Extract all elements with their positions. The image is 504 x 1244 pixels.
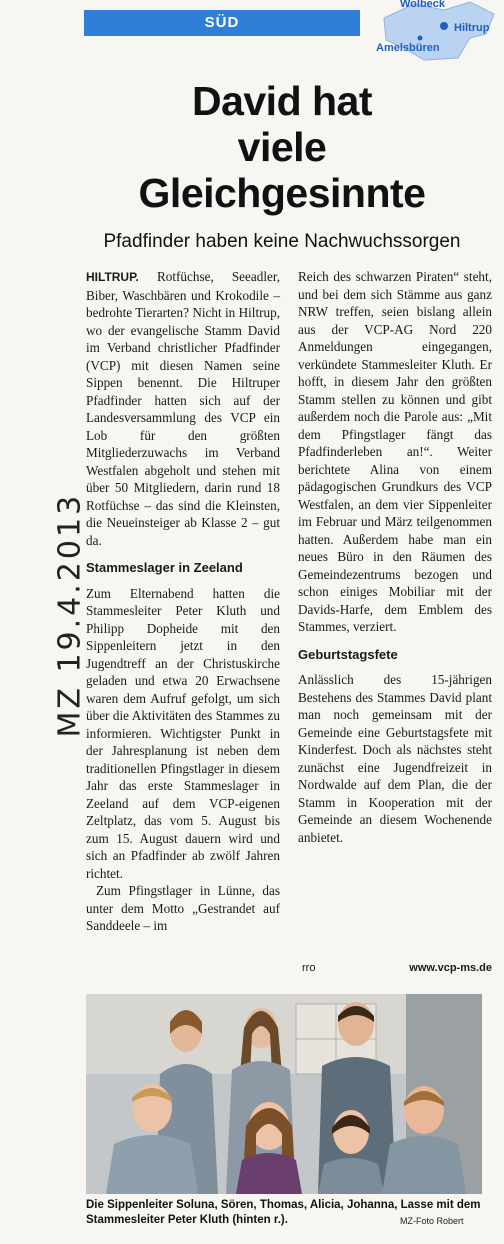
section-banner: SÜD <box>84 10 360 36</box>
article-paragraph-2: Zum Elternabend hatten die Stammesleiter Peter Kluth und Philipp Dopheide mit den Sippenleitern jetzt in den Jugendtreff an der Christuskirche geladen und etwa 20 Erwachsene waren dem Aufruf gefolgt, um sich über die Aktivitäten des Stammes zu informieren. Wichtigster Punkt in der Jahresplanung ist neben dem traditionellen Pfingstlager in diesem Jahr das erste Stammeslager in Zeeland auf dem VCP-eigenen Zeltplatz, das vom 5. August bis zum 15. August dauern wird und sich an Pfadfinder ab zwölf Jahren richtet. <box>86 585 280 881</box>
article-paragraph-3: Zum Pfingstlager in Lünne, das unter dem Motto „Gestrandet auf Sanddeele – im <box>86 883 280 933</box>
headline <box>84 78 480 216</box>
subheading-zeeland: Stammeslager in Zeeland <box>86 560 243 575</box>
author-initials: rro <box>302 962 316 974</box>
article-column-left <box>86 268 280 935</box>
map-label-wolbeck: Wolbeck <box>400 0 446 10</box>
article-column-right <box>298 268 492 846</box>
group-photo-illustration <box>86 994 482 1194</box>
location-dot <box>418 36 423 41</box>
photo-credit: MZ-Foto Robert <box>400 1216 464 1226</box>
subheading-geburtstagsfete: Geburtstagsfete <box>298 646 398 662</box>
headline-line-3: Gleichgesinnte <box>138 170 426 216</box>
website-link[interactable]: www.vcp-ms.de <box>409 962 492 974</box>
locator-map <box>374 0 500 62</box>
location-dot <box>440 22 448 30</box>
article-paragraph-3-continued: Reich des schwarzen Piraten“ steht, und bei dem sich Stämme aus ganz NRW treffen, seien bislang allein aus der VCP-AG Nord 220 Anmeldungen eingegangen, verkündete Stammesleiter Kluth. Er hofft, in diesem Jahr den größten Stamm stellen zu können und gibt außerdem noch die Parole aus: „Mit dem Pfingstlager fängt das Pfadfinderleben an!“. Weiter berichtete Alina von einem pädagogischen Grundkurs des VCP Westfalen, an dem vier Sippenleiter im Februar und März teilgenommen hatten. Außerdem habe man ein neues Büro in den Räumen des Gemeindezentrums bezogen und schon einiges Mobiliar mit der Davids-Harfe, dem Emblem des Stammes, verziert. <box>298 269 492 634</box>
dateline: HILTRUP. <box>86 270 139 284</box>
headline-line-2: viele <box>237 124 327 170</box>
photo-caption: Die Sippenleiter Soluna, Sören, Thomas, Alicia, Johanna, Lasse mit dem Stammesleiter Peter Kluth (hinten r.). <box>86 1199 481 1226</box>
subheadline: Pfadfinder haben keine Nachwuchssorgen <box>103 231 461 252</box>
handwritten-date-note: MZ 19.4.2013 <box>52 492 88 738</box>
map-label-amelsbueren: Amelsbüren <box>376 42 440 54</box>
article-paragraph-1 <box>86 268 280 549</box>
article-paragraph-4: Anlässlich des 15-jährigen Bestehens des Stammes David plant man noch gemeinsam mit der Gemeinde eine Geburtstagsfete mit Kinderfest. Doch als nächstes steht zunächst eine Jugendfreizeit in Nordwalde auf dem Plan, die der Stamm in Kooperation mit der Gemeinde an diesem Wochenende anbietet. <box>298 672 492 845</box>
article-text: Rotfüchse, Seeadler, Biber, Waschbären und Krokodile – bedrohte Tierarten? Nicht in Hiltrup, wo der evangelische Stamm David im Verband christlicher Pfadfinder (VCP) mit diesen Namen seine Sippen benennt. Die Hiltruper Pfadfinder hatten sich auf der Landesversammlung des VCP ein Lob für den größten Mitgliederzuwachs im Verband Westfalen abgeholt und stehen mit über 50 Mitgliedern, darin rund 18 Rotfüchse – das sind die Kleinsten, die Neueinsteiger ab Klasse 2 – gut da. <box>86 269 280 548</box>
group-photo <box>86 994 482 1194</box>
map-label-hiltrup: Hiltrup <box>454 22 490 34</box>
headline-line-1: David hat <box>191 78 373 124</box>
